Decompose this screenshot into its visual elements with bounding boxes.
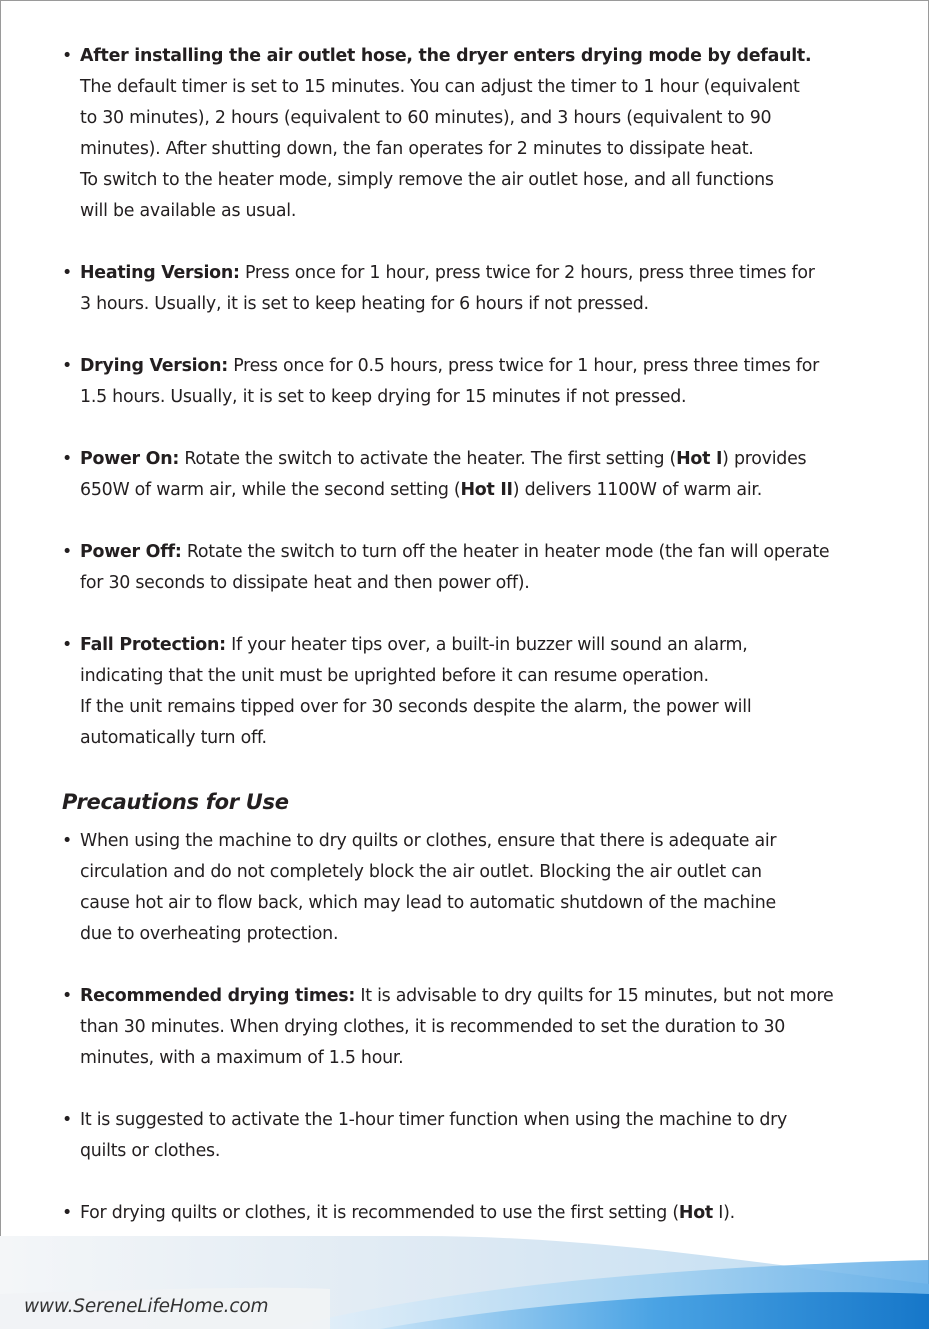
bold-sentence: After installing the air outlet hose, the dryer enters drying mode by default. xyxy=(80,46,812,66)
paragraph-lead: Drying Version: xyxy=(80,356,228,376)
text-line xyxy=(80,630,882,661)
text-line xyxy=(80,351,882,382)
setting-name: Hot I xyxy=(676,449,723,469)
bullet-paragraph xyxy=(62,981,882,1074)
text-line xyxy=(80,1136,882,1167)
text-line xyxy=(80,1012,882,1043)
bullet-marker: • xyxy=(62,986,73,1006)
text-line xyxy=(80,475,882,506)
line-text: minutes, with a maximum of 1.5 hour. xyxy=(80,1048,404,1068)
text-line xyxy=(80,857,882,888)
line-text: cause hot air to flow back, which may lead to automatic shutdown of the machine xyxy=(80,893,776,913)
line-text: To switch to the heater mode, simply remove the air outlet hose, and all functions xyxy=(80,170,774,190)
paragraph-lead: Recommended drying times: xyxy=(80,986,356,1006)
bullet-marker: • xyxy=(62,449,73,469)
text-line xyxy=(80,382,882,413)
line-text-tail: I). xyxy=(712,1203,735,1223)
line-text: for 30 seconds to dissipate heat and then power off). xyxy=(80,573,530,593)
line-text: If the unit remains tipped over for 30 seconds despite the alarm, the power will xyxy=(80,697,752,717)
text-line xyxy=(80,692,882,723)
bullet-marker: • xyxy=(62,356,73,376)
bullet-paragraph xyxy=(62,826,882,950)
document-body xyxy=(62,41,882,1229)
text-line xyxy=(80,888,882,919)
bullet-paragraph xyxy=(62,444,882,506)
bullet-paragraph xyxy=(62,537,882,599)
text-line xyxy=(80,72,882,103)
text-line xyxy=(80,981,882,1012)
line-text: Press once for 1 hour, press twice for 2 hours, press three times for xyxy=(239,263,815,283)
text-line xyxy=(80,919,882,950)
text-line xyxy=(80,661,882,692)
line-text: will be available as usual. xyxy=(80,201,297,221)
text-line xyxy=(80,1043,882,1074)
bullet-marker: • xyxy=(62,1110,73,1130)
text-line xyxy=(80,196,882,227)
setting-name: Hot xyxy=(678,1203,713,1223)
text-line xyxy=(80,134,882,165)
line-text: 650W of warm air, while the second setting ( xyxy=(80,480,461,500)
text-line xyxy=(80,568,882,599)
text-line xyxy=(80,258,882,289)
text-line xyxy=(80,826,882,857)
line-text: to 30 minutes), 2 hours (equivalent to 60 minutes), and 3 hours (equivalent to 90 xyxy=(80,108,772,128)
line-text: 1.5 hours. Usually, it is set to keep drying for 15 minutes if not pressed. xyxy=(80,387,687,407)
line-text-tail: ) delivers 1100W of warm air. xyxy=(512,480,762,500)
paragraph-lead: Power Off: xyxy=(80,542,182,562)
line-text: When using the machine to dry quilts or clothes, ensure that there is adequate air xyxy=(80,831,777,851)
line-text: It is suggested to activate the 1-hour timer function when using the machine to dry xyxy=(80,1110,788,1130)
bullet-paragraph xyxy=(62,258,882,320)
section-heading-precautions: Precautions for Use xyxy=(62,790,289,814)
line-text: indicating that the unit must be uprighted before it can resume operation. xyxy=(80,666,709,686)
line-text: Rotate the switch to turn off the heater in heater mode (the fan will operate xyxy=(181,542,830,562)
line-text: quilts or clothes. xyxy=(80,1141,221,1161)
text-line xyxy=(80,41,882,72)
line-text: circulation and do not completely block the air outlet. Blocking the air outlet can xyxy=(80,862,762,882)
bullet-marker: • xyxy=(62,1203,73,1223)
line-text: Rotate the switch to activate the heater. The first setting ( xyxy=(179,449,677,469)
footer-banner xyxy=(0,1234,929,1329)
line-text: If your heater tips over, a built-in buzzer will sound an alarm, xyxy=(225,635,748,655)
text-line xyxy=(80,289,882,320)
text-line xyxy=(80,103,882,134)
bullet-marker: • xyxy=(62,635,73,655)
line-text: 3 hours. Usually, it is set to keep heating for 6 hours if not pressed. xyxy=(80,294,649,314)
setting-name: Hot II xyxy=(460,480,513,500)
bullet-marker: • xyxy=(62,263,73,283)
line-text: minutes). After shutting down, the fan operates for 2 minutes to dissipate heat. xyxy=(80,139,754,159)
line-text: For drying quilts or clothes, it is recommended to use the first setting ( xyxy=(80,1203,679,1223)
paragraph-lead: Fall Protection: xyxy=(80,635,226,655)
text-line xyxy=(80,537,882,568)
text-line xyxy=(80,723,882,754)
bullet-paragraph xyxy=(62,630,882,754)
bullet-marker: • xyxy=(62,542,73,562)
bullet-paragraph xyxy=(62,1198,882,1229)
line-text: It is advisable to dry quilts for 15 minutes, but not more xyxy=(355,986,834,1006)
text-line xyxy=(80,1198,882,1229)
paragraph-lead: Heating Version: xyxy=(80,263,240,283)
line-text: than 30 minutes. When drying clothes, it is recommended to set the duration to 30 xyxy=(80,1017,786,1037)
bullet-paragraph xyxy=(62,1105,882,1167)
bullet-paragraph xyxy=(62,41,882,227)
bullet-marker: • xyxy=(62,831,73,851)
line-text: The default timer is set to 15 minutes. You can adjust the timer to 1 hour (equivalent xyxy=(80,77,800,97)
text-line xyxy=(80,444,882,475)
bullet-marker: • xyxy=(62,46,73,66)
paragraph-lead: Power On: xyxy=(80,449,180,469)
line-text: due to overheating protection. xyxy=(80,924,339,944)
text-line xyxy=(80,165,882,196)
text-line xyxy=(80,1105,882,1136)
bullet-paragraph xyxy=(62,351,882,413)
line-text: automatically turn off. xyxy=(80,728,267,748)
line-text-tail: ) provides xyxy=(722,449,807,469)
line-text: Press once for 0.5 hours, press twice for 1 hour, press three times for xyxy=(227,356,819,376)
website-url[interactable]: www.SereneLifeHome.com xyxy=(24,1296,269,1317)
